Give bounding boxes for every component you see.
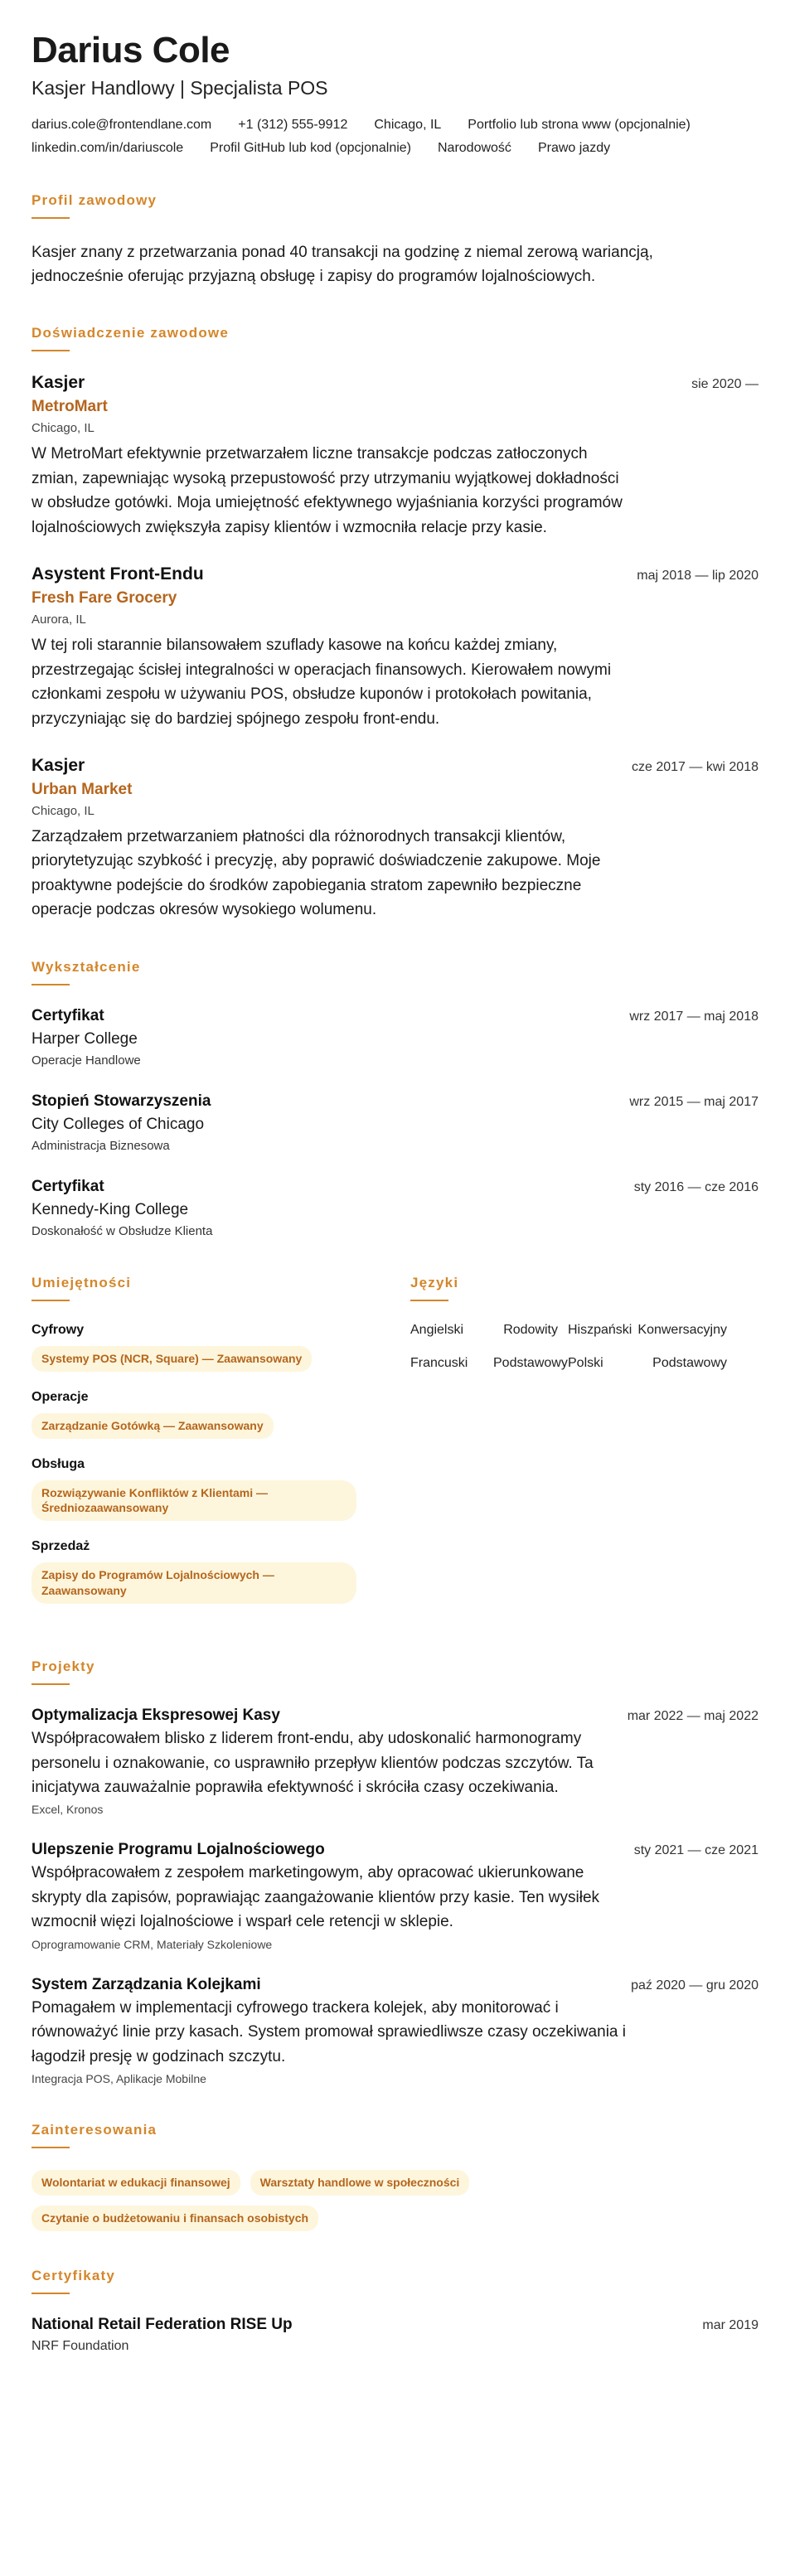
language-level: Podstawowy: [652, 1355, 727, 1370]
skill-group: [32, 1323, 380, 1372]
skill-group: [32, 1457, 380, 1522]
edu-field: Administracja Biznesowa: [32, 1138, 170, 1153]
education-entry: [32, 1092, 758, 1153]
language-level: Rodowity: [503, 1322, 558, 1337]
job-role: Kasjer: [32, 373, 85, 393]
project-tech: Oprogramowanie CRM, Materiały Szkoleniowe: [32, 1937, 273, 1951]
section-title: Profil zawodowy: [32, 191, 158, 208]
resume-header: [32, 30, 758, 156]
job-date: maj 2018 — lip 2020: [637, 569, 758, 583]
contact-driving-license: Prawo jazdy: [537, 140, 611, 155]
skills-section: [32, 1275, 380, 1622]
edu-field: Doskonałość w Obsłudze Klienta: [32, 1223, 213, 1238]
project-date: sty 2021 — cze 2021: [633, 1843, 758, 1858]
contact-location: Chicago, IL: [374, 117, 442, 132]
experience-entry: [32, 756, 758, 922]
project-date: paź 2020 — gru 2020: [631, 1978, 758, 1993]
job-location: Aurora, IL: [32, 613, 86, 627]
edu-degree: Certyfikat: [32, 1177, 104, 1195]
project-description: Współpracowałem z zespołem marketingowym, aby opracować ukierunkowane skrypty dla zapisów, poprawiając zaangażowanie klientów przy kasie. Ten wysiłek wzmocnił więzi lojalnościowe i wsparł cele retencji w sklepie.: [32, 1864, 600, 1931]
job-company: MetroMart: [32, 398, 108, 416]
language-list: [410, 1323, 758, 1371]
experience-section: [32, 325, 758, 922]
skill-tag: Systemy POS (NCR, Square) — Zaawansowany: [32, 1346, 312, 1372]
contact-nationality: Narodowość: [438, 140, 511, 155]
section-title: Zainteresowania: [32, 2122, 158, 2138]
edu-school: City Colleges of Chicago: [32, 1115, 205, 1133]
section-title: Projekty: [32, 1658, 95, 1675]
language-level: Podstawowy: [493, 1355, 568, 1370]
job-description: W MetroMart efektywnie przetwarzałem liczne transakcje podczas zatłoczonych zmian, zapewniając wysoką przepustowość przy utrzymaniu wyjątkowej dokładności w obsłudze gotówki. Moja umiejętność efektywnego wyjaśniania korzyści programów lojalnościowych zwiększyła zapisy klientów i wzmocniła relacje przy kasie.: [32, 445, 623, 536]
contact-portfolio[interactable]: Portfolio lub strona www (opcjonalnie): [468, 117, 691, 132]
interest-list: [32, 2170, 562, 2231]
skill-category: Operacje: [32, 1389, 89, 1404]
project-tech: Integracja POS, Aplikacje Mobilne: [32, 2072, 206, 2085]
experience-entry: [32, 373, 758, 540]
job-location: Chicago, IL: [32, 803, 95, 818]
section-title: Języki: [410, 1274, 459, 1290]
section-divider: [32, 984, 70, 985]
section-divider: [32, 217, 70, 219]
education-entry: [32, 1178, 758, 1238]
contact-linkedin[interactable]: linkedin.com/in/dariuscole: [32, 140, 184, 155]
section-divider: [32, 1683, 70, 1685]
education-entry: [32, 1007, 758, 1068]
languages-section: [410, 1275, 758, 1622]
section-divider: [410, 1300, 448, 1301]
certificates-section: [32, 2268, 758, 2354]
job-company: Urban Market: [32, 780, 133, 798]
edu-date: wrz 2015 — maj 2017: [629, 1094, 758, 1109]
edu-field: Operacje Handlowe: [32, 1053, 141, 1068]
project-description: Pomagałem w implementacji cyfrowego trackera kolejek, aby monitorować i równoważyć linie przy kasach. System promował sprawiedliwsze czasy oczekiwania i łagodził presję w godzinach szczytu.: [32, 1998, 626, 2065]
profile-summary: Kasjer znany z przetwarzania ponad 40 transakcji na godzinę z niemal zerową wariancją, jednocześnie oferując przyjazną obsługę i zapisy do programów lojalnościowych.: [32, 243, 653, 286]
job-date: cze 2017 — kwi 2018: [632, 759, 758, 774]
project-entry: [32, 1707, 758, 1816]
skill-category: Sprzedaż: [32, 1539, 90, 1554]
candidate-title: Kasjer Handlowy | Specjalista POS: [32, 76, 328, 99]
edu-date: sty 2016 — cze 2016: [633, 1179, 758, 1194]
project-entry: [32, 1841, 758, 1950]
section-divider: [32, 2147, 70, 2148]
contact-list: [32, 118, 778, 156]
project-name: System Zarządzania Kolejkami: [32, 1975, 261, 1993]
language-name: Francuski: [410, 1355, 468, 1370]
certificate-entry: [32, 2316, 758, 2354]
section-divider: [32, 2293, 70, 2294]
contact-phone[interactable]: +1 (312) 555-9912: [238, 117, 348, 132]
section-divider: [32, 350, 70, 351]
skills-languages-row: [32, 1275, 758, 1622]
section-title: Certyfikaty: [32, 2267, 116, 2283]
edu-school: Kennedy-King College: [32, 1200, 189, 1218]
job-role: Kasjer: [32, 755, 85, 775]
certificate-org: NRF Foundation: [32, 2338, 129, 2353]
job-description: W tej roli starannie bilansowałem szuflady kasowe na końcu każdej zmiany, przestrzegając ścisłej integralności w operacjach finansowych. Kierowałem nowymi członkami zespołu w używaniu POS, obsłudze kuponów i protokołach powitania, przyczyniając się do bardziej spójnego zespołu front-endu.: [32, 637, 612, 728]
section-title: Umiejętności: [32, 1274, 132, 1290]
skill-tag: Zapisy do Programów Lojalnościowych — Zaawansowany: [32, 1562, 356, 1604]
contact-email[interactable]: darius.cole@frontendlane.com: [32, 117, 212, 132]
interest-tag: Czytanie o budżetowaniu i finansach osobistych: [32, 2206, 318, 2231]
edu-degree: Stopień Stowarzyszenia: [32, 1092, 211, 1110]
project-description: Współpracowałem blisko z liderem front-endu, aby udoskonalić harmonogramy personelu i oznakowanie, co usprawniło przepływ klientów podczas szczytów. Ta inicjatywa zauważalnie poprawiła efektywność i skróciła czasy oczekiwania.: [32, 1730, 594, 1796]
language-level: Konwersacyjny: [637, 1322, 727, 1337]
section-divider: [32, 1300, 70, 1301]
candidate-name: Darius Cole: [32, 30, 230, 70]
edu-degree: Certyfikat: [32, 1006, 104, 1024]
section-title: Wykształcenie: [32, 958, 141, 975]
skill-tag: Zarządzanie Gotówką — Zaawansowany: [32, 1413, 274, 1439]
section-title: Doświadczenie zawodowe: [32, 325, 230, 341]
interest-tag: Warsztaty handlowe w społeczności: [250, 2170, 470, 2196]
edu-school: Harper College: [32, 1029, 138, 1048]
language-name: Angielski: [410, 1322, 464, 1337]
profile-section: [32, 192, 758, 289]
project-name: Optymalizacja Ekspresowej Kasy: [32, 1707, 280, 1725]
project-entry: [32, 1976, 758, 2085]
job-role: Asystent Front-Endu: [32, 564, 204, 584]
projects-section: [32, 1658, 758, 2085]
project-tech: Excel, Kronos: [32, 1803, 104, 1817]
interest-tag: Wolontariat w edukacji finansowej: [32, 2170, 240, 2196]
skill-group: [32, 1390, 380, 1439]
project-name: Ulepszenie Programu Lojalnościowego: [32, 1841, 325, 1859]
job-date: sie 2020 —: [691, 377, 758, 392]
experience-entry: [32, 564, 758, 731]
education-section: [32, 959, 758, 1238]
project-date: mar 2022 — maj 2022: [627, 1709, 758, 1724]
skill-group: [32, 1539, 380, 1604]
interests-section: [32, 2122, 758, 2231]
job-location: Chicago, IL: [32, 421, 95, 436]
job-description: Zarządzałem przetwarzaniem płatności dla różnorodnych transakcji klientów, priorytetyzując szybkość i precyzję, aby poprawić doświadczenie zakupowe. Moje proaktywne podejście do środków zapobiegania stratom zapewniło bezpieczne operacje podczas okresów wysokiego wolumenu.: [32, 827, 601, 919]
certificate-date: mar 2019: [702, 2317, 758, 2332]
certificate-name: National Retail Federation RISE Up: [32, 2315, 293, 2333]
skill-tag: Rozwiązywanie Konfliktów z Klientami — Średniozaawansowany: [32, 1480, 356, 1522]
skill-category: Cyfrowy: [32, 1322, 85, 1337]
language-name: Polski: [568, 1355, 603, 1370]
skill-category: Obsługa: [32, 1456, 85, 1471]
job-company: Fresh Fare Grocery: [32, 589, 177, 608]
language-name: Hiszpański: [568, 1322, 632, 1337]
edu-date: wrz 2017 — maj 2018: [629, 1009, 758, 1024]
contact-github[interactable]: Profil GitHub lub kod (opcjonalnie): [210, 140, 411, 155]
